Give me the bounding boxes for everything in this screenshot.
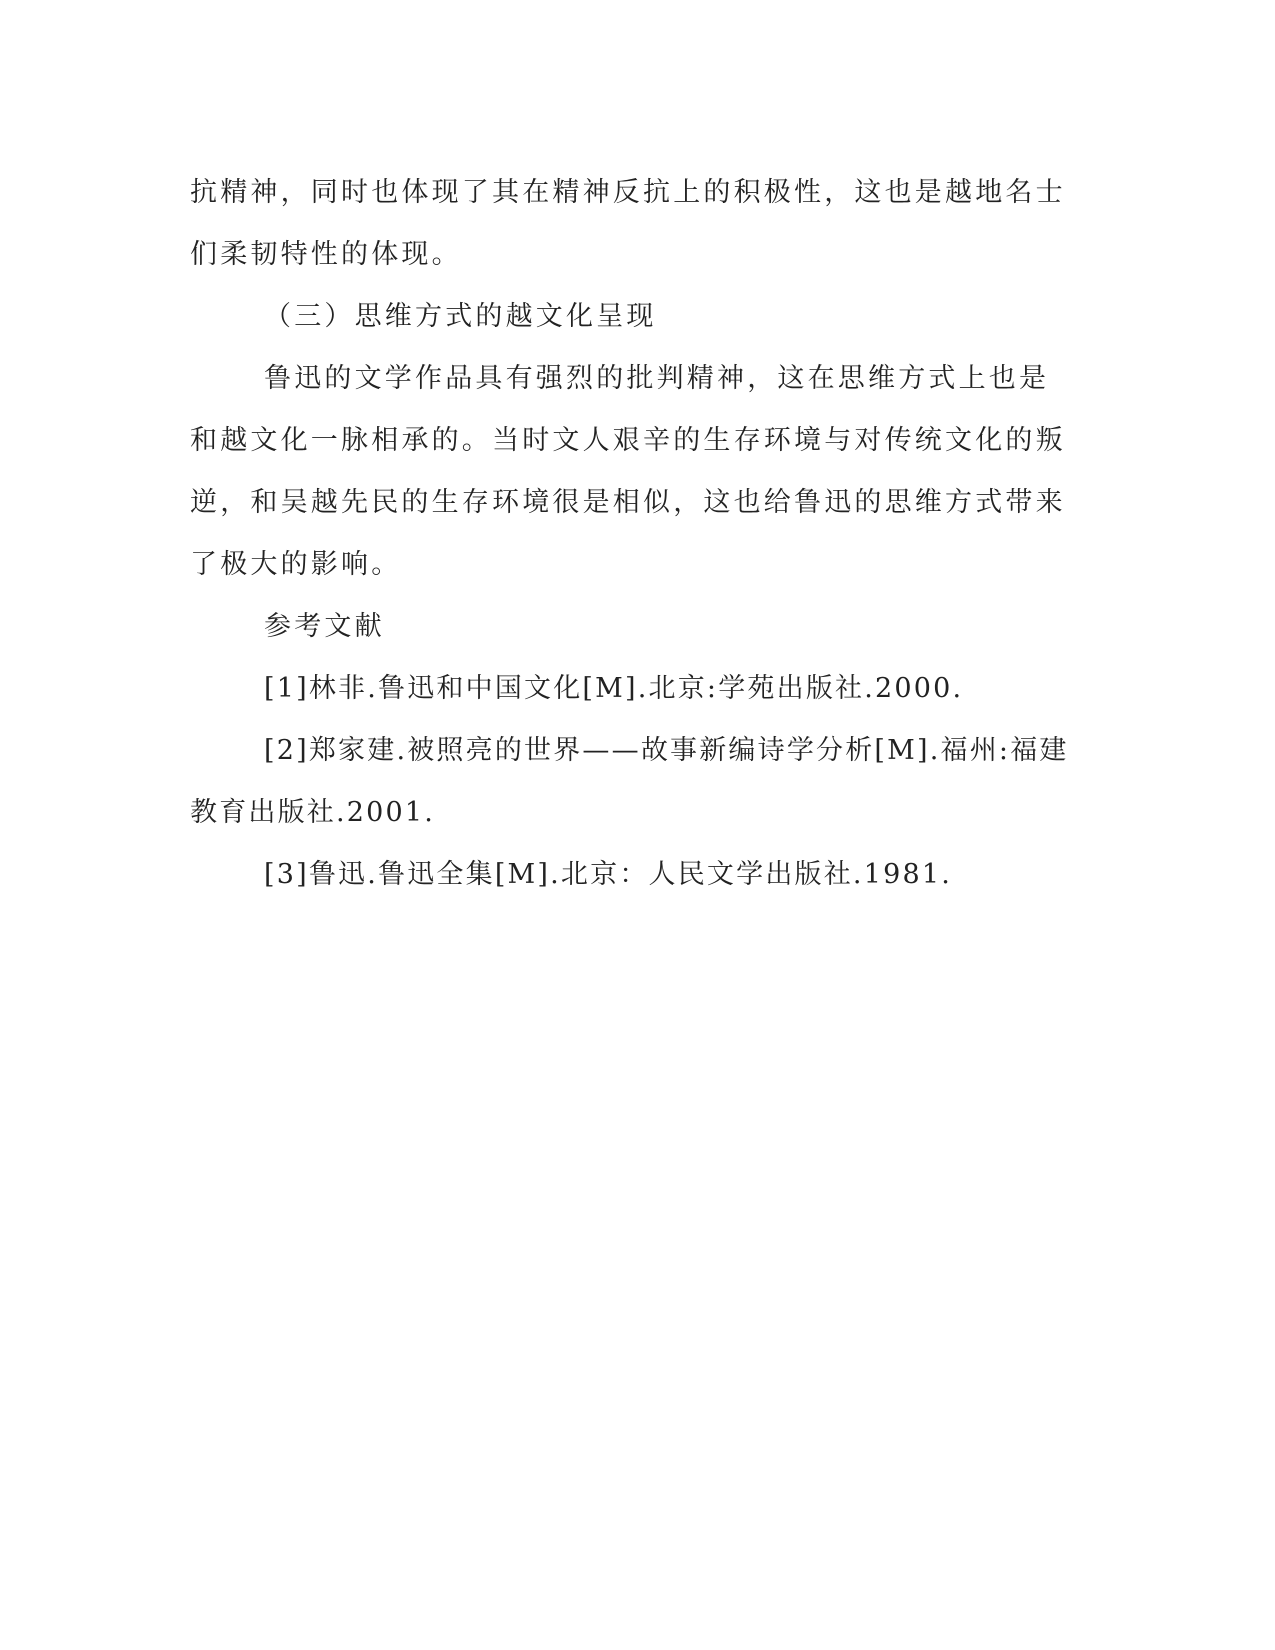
document-body: [190, 162, 1070, 906]
reference-item: [1]林非.鲁迅和中国文化[M].北京:学苑出版社.2000.: [264, 673, 964, 704]
references-title: 参考文献: [264, 611, 385, 642]
paragraph-continuation: 抗精神，同时也体现了其在精神反抗上的积极性，这也是越地名士们柔韧特性的体现。: [190, 177, 1066, 270]
reference-item: [2]郑家建.被照亮的世界——故事新编诗学分析[M].福州:福建教育出版社.2001.: [190, 735, 1069, 828]
paragraph-main: 鲁迅的文学作品具有强烈的批判精神，这在思维方式上也是和越文化一脉相承的。当时文人艰辛的生存环境与对传统文化的叛逆，和吴越先民的生存环境很是相似，这也给鲁迅的思维方式带来了极大的影响。: [190, 363, 1066, 580]
reference-item: [3]鲁迅.鲁迅全集[M].北京：人民文学出版社.1981.: [264, 859, 953, 890]
section-heading: （三）思维方式的越文化呈现: [264, 301, 657, 332]
